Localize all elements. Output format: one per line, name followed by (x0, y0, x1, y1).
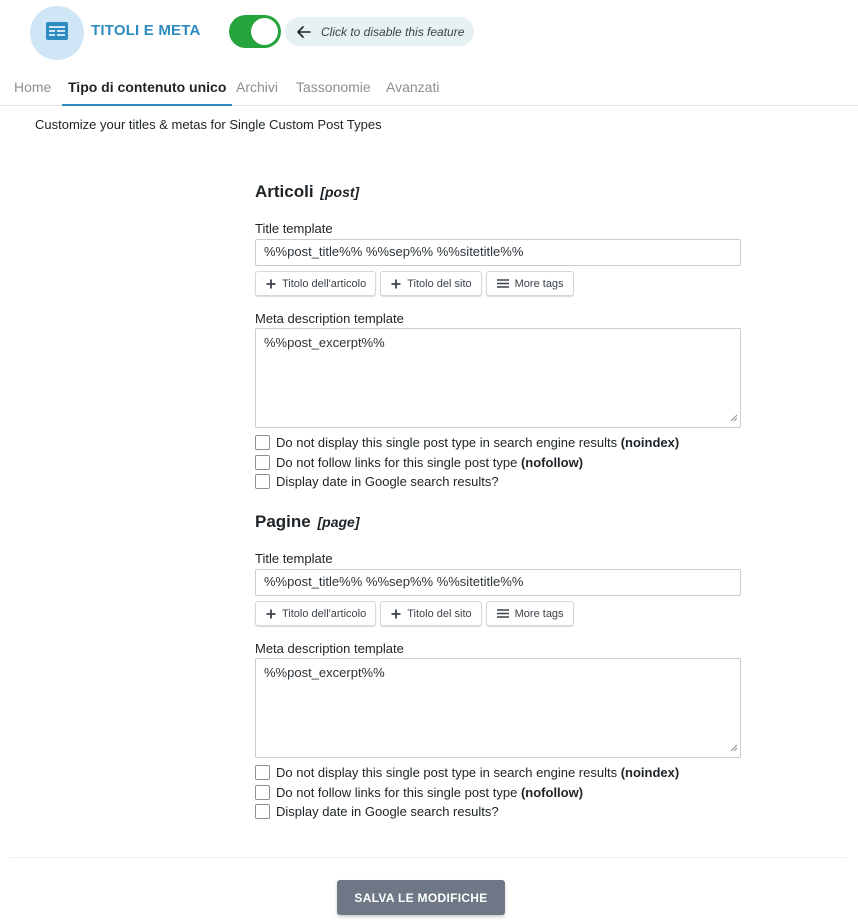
button-label: More tags (514, 607, 564, 620)
feature-hint-text: Click to disable this feature (321, 24, 465, 39)
meta-description-value: %%post_excerpt%% (264, 665, 385, 680)
menu-icon (497, 279, 509, 288)
title-template-input[interactable]: %%post_title%% %%sep%% %%sitetitle%% (255, 569, 741, 596)
insert-post-title-button[interactable] (255, 271, 376, 296)
feature-hint (285, 17, 474, 46)
display-date-label: Display date in Google search results? (276, 474, 499, 490)
display-date-label: Display date in Google search results? (276, 804, 499, 820)
section-slug: [post] (320, 184, 360, 200)
noindex-checkbox[interactable] (255, 765, 270, 780)
save-changes-button[interactable]: SALVA LE MODIFICHE (337, 880, 505, 915)
tab-taxonomies[interactable]: Tassonomie (296, 79, 371, 95)
plus-icon (266, 609, 276, 619)
noindex-checkbox[interactable] (255, 435, 270, 450)
noindex-option (255, 433, 679, 453)
page-header (0, 0, 858, 70)
title-template-label: Title template (255, 221, 333, 236)
page-description: Customize your titles & metas for Single Custom Post Types (35, 117, 382, 132)
feature-toggle[interactable] (229, 15, 281, 48)
insert-site-title-button[interactable] (380, 271, 481, 296)
section-title: Pagine (255, 512, 311, 531)
insert-site-title-button[interactable] (380, 601, 481, 626)
tag-buttons (255, 601, 574, 627)
more-tags-button[interactable] (486, 601, 574, 626)
toggle-knob (251, 18, 278, 45)
robots-options (255, 763, 679, 822)
meta-description-label: Meta description template (255, 311, 404, 326)
section-page (255, 512, 741, 822)
noindex-label: Do not display this single post type in search engine results (noindex) (276, 765, 680, 781)
section-slug: [page] (317, 514, 360, 530)
meta-description-value: %%post_excerpt%% (264, 335, 385, 350)
button-label: Titolo dell'articolo (282, 607, 367, 620)
nofollow-checkbox[interactable] (255, 455, 270, 470)
button-label: More tags (514, 277, 564, 290)
nofollow-checkbox[interactable] (255, 785, 270, 800)
display-date-option (255, 472, 679, 492)
table-icon (45, 21, 69, 46)
display-date-option (255, 802, 679, 822)
section-heading (255, 182, 741, 204)
arrow-left-icon (297, 26, 311, 38)
plus-icon (391, 279, 401, 289)
nofollow-option (255, 783, 679, 803)
resize-grip-icon[interactable] (730, 740, 738, 755)
section-heading (255, 512, 741, 534)
button-label: Titolo dell'articolo (282, 277, 367, 290)
logo (30, 6, 84, 60)
tab-home[interactable]: Home (14, 79, 52, 95)
menu-icon (497, 609, 509, 618)
nofollow-label: Do not follow links for this single post type (nofollow) (276, 784, 584, 800)
tag-buttons (255, 271, 574, 297)
nofollow-label: Do not follow links for this single post type (nofollow) (276, 454, 584, 470)
meta-description-label: Meta description template (255, 641, 404, 656)
insert-post-title-button[interactable] (255, 601, 376, 626)
tab-archives[interactable]: Archivi (236, 79, 279, 95)
page-title: TITOLI E META (91, 22, 201, 39)
button-label: Titolo del sito (407, 607, 472, 620)
display-date-checkbox[interactable] (255, 474, 270, 489)
title-template-label: Title template (255, 551, 333, 566)
robots-options (255, 433, 679, 492)
plus-icon (266, 279, 276, 289)
noindex-label: Do not display this single post type in search engine results (noindex) (276, 435, 680, 451)
resize-grip-icon[interactable] (730, 410, 738, 425)
tab-single-content-type[interactable]: Tipo di contenuto unico (62, 79, 232, 106)
plus-icon (391, 609, 401, 619)
more-tags-button[interactable] (486, 271, 574, 296)
footer-divider (10, 857, 846, 858)
meta-description-textarea[interactable] (255, 658, 741, 758)
title-template-input[interactable]: %%post_title%% %%sep%% %%sitetitle%% (255, 239, 741, 266)
section-post (255, 182, 741, 492)
meta-description-textarea[interactable] (255, 328, 741, 428)
button-label: Titolo del sito (407, 277, 472, 290)
section-title: Articoli (255, 182, 314, 201)
noindex-option (255, 763, 679, 783)
nofollow-option (255, 453, 679, 473)
tab-advanced[interactable]: Avanzati (386, 79, 440, 95)
display-date-checkbox[interactable] (255, 804, 270, 819)
tab-bar (0, 70, 858, 106)
